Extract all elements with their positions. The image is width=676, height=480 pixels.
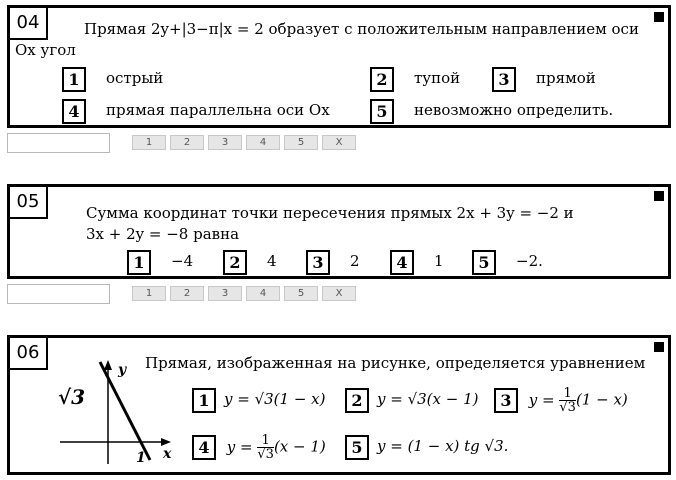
option-number: 2 <box>370 67 394 92</box>
option-text: y = √3(x − 1) <box>377 390 479 408</box>
answer-controls-04 <box>7 133 367 153</box>
option-number: 5 <box>370 99 394 124</box>
y-intercept-label: √3 <box>58 385 86 409</box>
answer-button-5[interactable]: 5 <box>284 286 318 301</box>
option-number: 5 <box>345 435 369 460</box>
option-text: 4 <box>267 252 277 270</box>
option-number: 2 <box>345 388 369 413</box>
corner-marker <box>654 12 664 22</box>
problem-04 <box>7 5 671 128</box>
problem-statement: Прямая 2y+|3−π|x = 2 образует с положительным направлением оси <box>84 20 639 38</box>
problem-06 <box>7 335 671 475</box>
answer-button-4[interactable]: 4 <box>246 286 280 301</box>
option-number: 3 <box>492 67 516 92</box>
answer-controls-05 <box>7 284 367 304</box>
option-text: −2. <box>516 252 543 270</box>
option-5[interactable] <box>370 98 613 124</box>
problem-statement-cont: 3x + 2y = −8 равна <box>86 225 240 243</box>
problem-05 <box>7 184 671 279</box>
option-number: 1 <box>127 250 151 275</box>
option-text-tail: (x − 1) <box>273 437 326 456</box>
option-text: невозможно определить. <box>414 101 614 119</box>
answer-button-1[interactable]: 1 <box>132 135 166 150</box>
problem-number: 05 <box>10 187 48 219</box>
option-number: 1 <box>62 67 86 92</box>
answer-button-5[interactable]: 5 <box>284 135 318 150</box>
option-text: y = <box>528 390 555 409</box>
option-text: 2 <box>350 252 360 270</box>
x-intercept-label: 1 <box>136 450 146 466</box>
answer-button-clear[interactable]: X <box>322 286 356 301</box>
option-3[interactable] <box>492 66 596 92</box>
answer-button-1[interactable]: 1 <box>132 286 166 301</box>
fraction-denominator: √3 <box>559 400 576 415</box>
line-graph-figure <box>50 356 175 468</box>
option-text: тупой <box>414 69 461 87</box>
option-number: 4 <box>62 99 86 124</box>
problem-statement: Прямая, изображенная на рисунке, определяется уравнением <box>145 354 646 372</box>
option-2[interactable] <box>223 249 277 275</box>
fraction <box>257 434 274 461</box>
x-axis-label: x <box>163 446 172 462</box>
problem-statement-cont: Ox угол <box>15 41 76 59</box>
option-2[interactable] <box>370 66 460 92</box>
answer-input[interactable] <box>7 284 110 304</box>
option-text: острый <box>106 69 164 87</box>
answer-button-2[interactable]: 2 <box>170 135 204 150</box>
option-number: 4 <box>390 250 414 275</box>
answer-input[interactable] <box>7 133 110 153</box>
fraction <box>559 387 576 414</box>
answer-button-clear[interactable]: X <box>322 135 356 150</box>
option-1[interactable] <box>62 66 163 92</box>
fraction-numerator: 1 <box>563 386 572 401</box>
option-text: −4 <box>171 252 194 270</box>
y-axis-arrow <box>104 360 112 370</box>
option-text: y = (1 − x) tg √3. <box>377 437 509 455</box>
problem-statement: Сумма координат точки пересечения прямых 2x + 3y = −2 и <box>86 204 574 222</box>
option-text: y = √3(1 − x) <box>224 390 326 408</box>
x-axis-arrow <box>161 438 171 446</box>
option-text: прямой <box>536 69 596 87</box>
option-number: 2 <box>223 250 247 275</box>
fraction-denominator: √3 <box>257 447 274 462</box>
fraction-numerator: 1 <box>261 433 270 448</box>
option-number: 3 <box>494 388 518 413</box>
option-text: 1 <box>434 252 444 270</box>
y-axis-label: y <box>118 362 127 378</box>
problem-number: 06 <box>10 338 48 370</box>
answer-button-2[interactable]: 2 <box>170 286 204 301</box>
answer-button-3[interactable]: 3 <box>208 286 242 301</box>
option-text-tail: (1 − x) <box>575 390 628 409</box>
option-text: y = <box>226 437 253 456</box>
option-number: 4 <box>192 435 216 460</box>
corner-marker <box>654 191 664 201</box>
option-2[interactable] <box>345 387 479 413</box>
option-number: 3 <box>306 250 330 275</box>
option-5[interactable] <box>345 434 508 460</box>
corner-marker <box>654 342 664 352</box>
option-text: прямая параллельна оси Ox <box>106 101 330 119</box>
option-3[interactable] <box>306 249 360 275</box>
option-1[interactable] <box>127 249 193 275</box>
answer-button-3[interactable]: 3 <box>208 135 242 150</box>
option-1[interactable] <box>192 387 326 413</box>
option-3[interactable] <box>494 387 628 414</box>
answer-button-4[interactable]: 4 <box>246 135 280 150</box>
option-4[interactable] <box>62 98 330 124</box>
option-number: 1 <box>192 388 216 413</box>
option-4[interactable] <box>192 434 326 461</box>
problem-number: 04 <box>10 8 48 40</box>
option-5[interactable] <box>472 249 543 275</box>
option-number: 5 <box>472 250 496 275</box>
option-4[interactable] <box>390 249 444 275</box>
